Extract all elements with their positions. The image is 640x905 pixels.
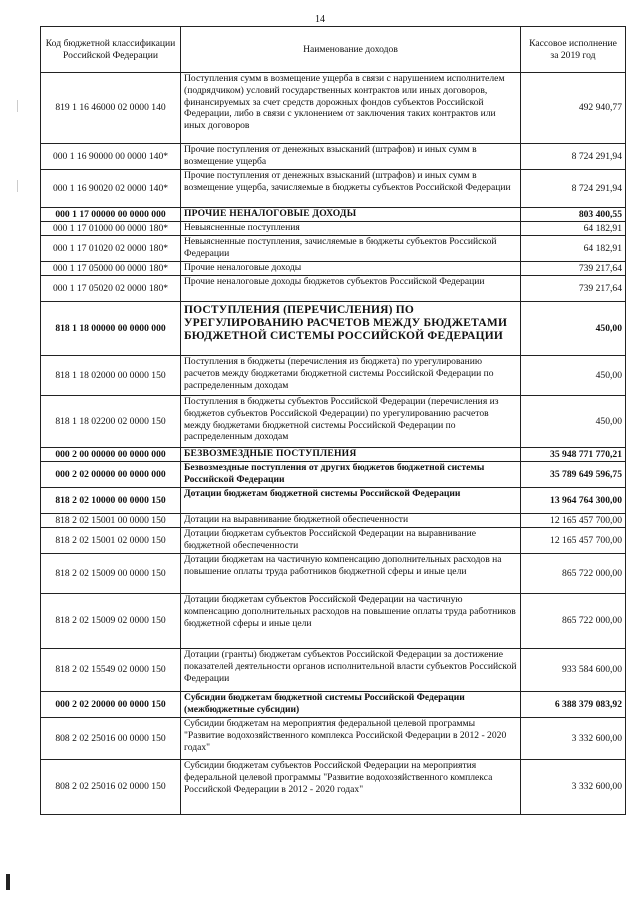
- row-code: 818 2 02 15549 02 0000 150: [41, 649, 181, 692]
- row-amount: 450,00: [521, 356, 626, 396]
- row-amount: 12 165 457 700,00: [521, 528, 626, 554]
- row-name: БЕЗВОЗМЕЗДНЫЕ ПОСТУПЛЕНИЯ: [181, 448, 521, 462]
- table-row: [41, 649, 626, 692]
- row-name: ПРОЧИЕ НЕНАЛОГОВЫЕ ДОХОДЫ: [181, 208, 521, 222]
- row-amount: 64 182,91: [521, 222, 626, 236]
- row-amount: 13 964 764 300,00: [521, 488, 626, 514]
- header-name: Наименование доходов: [181, 27, 521, 73]
- row-code: 000 2 02 20000 00 0000 150: [41, 692, 181, 718]
- scan-edge-mark: [6, 874, 10, 890]
- table-row: [41, 396, 626, 448]
- row-amount: 450,00: [521, 302, 626, 356]
- table-row-section: [41, 462, 626, 488]
- page-number: 14: [315, 14, 325, 25]
- table-row: [41, 236, 626, 262]
- table-row: [41, 594, 626, 649]
- table-header-row: [41, 27, 626, 73]
- table-row: [41, 170, 626, 208]
- row-amount: 865 722 000,00: [521, 594, 626, 649]
- row-name: Дотации (гранты) бюджетам субъектов Российской Федерации за достижение показателей деятельности органов исполнительной власти субъектов Российской Федерации: [181, 649, 521, 692]
- table-row: [41, 528, 626, 554]
- header-code: Код бюджетной классификации Российской Федерации: [41, 27, 181, 73]
- row-amount: 3 332 600,00: [521, 718, 626, 760]
- row-code: 818 2 02 15009 02 0000 150: [41, 594, 181, 649]
- row-code: 808 2 02 25016 00 0000 150: [41, 718, 181, 760]
- row-amount: 933 584 600,00: [521, 649, 626, 692]
- row-code: 818 2 02 15009 00 0000 150: [41, 554, 181, 594]
- table-row-section: [41, 448, 626, 462]
- row-name: Дотации на выравнивание бюджетной обеспеченности: [181, 514, 521, 528]
- row-code: 000 2 00 00000 00 0000 000: [41, 448, 181, 462]
- table-row: [41, 144, 626, 170]
- header-amount: Кассовое исполнение за 2019 год: [521, 27, 626, 73]
- row-code: 818 2 02 15001 00 0000 150: [41, 514, 181, 528]
- row-name: Безвозмездные поступления от других бюджетов бюджетной системы Российской Федерации: [181, 462, 521, 488]
- row-code: 000 1 17 00000 00 0000 000: [41, 208, 181, 222]
- row-code: 818 1 18 02200 02 0000 150: [41, 396, 181, 448]
- row-name: Субсидии бюджетам субъектов Российской Федерации на мероприятия федеральной целевой программы "Развитие водохозяйственного комплекса Российской Федерации в 2012 - 2020 годах": [181, 760, 521, 815]
- table-row: [41, 760, 626, 815]
- row-code: 808 2 02 25016 02 0000 150: [41, 760, 181, 815]
- row-code: 000 1 17 05020 02 0000 180*: [41, 276, 181, 302]
- row-amount: 35 948 771 770,21: [521, 448, 626, 462]
- row-code: 000 1 17 01000 00 0000 180*: [41, 222, 181, 236]
- row-name: Дотации бюджетам бюджетной системы Российской Федерации: [181, 488, 521, 514]
- row-name: Поступления сумм в возмещение ущерба в связи с нарушением исполнителем (подрядчиком) условий государственных контрактов или иных договоров, финансируемых за счет средств дорожных фондов субъектов Российской Федерации, либо в связи с уклонением от заключения таких контрактов или иных договоров: [181, 73, 521, 144]
- row-name: Поступления в бюджеты субъектов Российской Федерации (перечисления из бюджетов субъектов Российской Федерации) по урегулированию расчетов между бюджетами бюджетной системы Российской Федерации по распределенным доходам: [181, 396, 521, 448]
- row-name: ПОСТУПЛЕНИЯ (ПЕРЕЧИСЛЕНИЯ) ПО УРЕГУЛИРОВАНИЮ РАСЧЕТОВ МЕЖДУ БЮДЖЕТАМИ БЮДЖЕТНОЙ СИСТЕМЫ РОССИЙСКОЙ ФЕДЕРАЦИИ: [181, 302, 521, 356]
- table-row: [41, 276, 626, 302]
- table-row: [41, 73, 626, 144]
- row-code: 818 1 18 02000 00 0000 150: [41, 356, 181, 396]
- row-name: Дотации бюджетам на частичную компенсацию дополнительных расходов на повышение оплаты труда работников бюджетной сферы и иные цели: [181, 554, 521, 594]
- row-code: 000 1 16 90000 00 0000 140*: [41, 144, 181, 170]
- row-amount: 8 724 291,94: [521, 144, 626, 170]
- row-code: 818 1 18 00000 00 0000 000: [41, 302, 181, 356]
- row-amount: 492 940,77: [521, 73, 626, 144]
- row-name: Невыясненные поступления: [181, 222, 521, 236]
- table-row-section: [41, 488, 626, 514]
- row-name: Прочие поступления от денежных взысканий (штрафов) и иных сумм в возмещение ущерба: [181, 144, 521, 170]
- row-amount: 803 400,55: [521, 208, 626, 222]
- row-amount: 739 217,64: [521, 276, 626, 302]
- row-amount: 739 217,64: [521, 262, 626, 276]
- row-name: Дотации бюджетам субъектов Российской Федерации на выравнивание бюджетной обеспеченности: [181, 528, 521, 554]
- row-code: 000 1 17 01020 02 0000 180*: [41, 236, 181, 262]
- row-code: 000 2 02 00000 00 0000 000: [41, 462, 181, 488]
- row-name: Невыясненные поступления, зачисляемые в бюджеты субъектов Российской Федерации: [181, 236, 521, 262]
- table-row: [41, 262, 626, 276]
- table-row-section: [41, 692, 626, 718]
- row-name: Поступления в бюджеты (перечисления из бюджета) по урегулированию расчетов между бюджетами бюджетной системы Российской Федерации по распределенным доходам: [181, 356, 521, 396]
- row-name: Дотации бюджетам субъектов Российской Федерации на частичную компенсацию дополнительных расходов на повышение оплаты труда работников бюджетной сферы и иные цели: [181, 594, 521, 649]
- row-amount: 3 332 600,00: [521, 760, 626, 815]
- row-amount: 35 789 649 596,75: [521, 462, 626, 488]
- table-row: [41, 222, 626, 236]
- row-amount: 6 388 379 083,92: [521, 692, 626, 718]
- row-name: Субсидии бюджетам на мероприятия федеральной целевой программы "Развитие водохозяйственного комплекса Российской Федерации в 2012 - 2020 годах": [181, 718, 521, 760]
- row-amount: 64 182,91: [521, 236, 626, 262]
- row-amount: 8 724 291,94: [521, 170, 626, 208]
- row-amount: 865 722 000,00: [521, 554, 626, 594]
- row-amount: 12 165 457 700,00: [521, 514, 626, 528]
- revenue-table: [40, 26, 626, 815]
- table-row: [41, 718, 626, 760]
- table-row: [41, 356, 626, 396]
- row-code: 818 2 02 10000 00 0000 150: [41, 488, 181, 514]
- row-code: 819 1 16 46000 02 0000 140: [41, 73, 181, 144]
- row-name: Субсидии бюджетам бюджетной системы Российской Федерации (межбюджетные субсидии): [181, 692, 521, 718]
- row-name: Прочие неналоговые доходы: [181, 262, 521, 276]
- table-row-section: [41, 302, 626, 356]
- row-name: Прочие поступления от денежных взысканий (штрафов) и иных сумм в возмещение ущерба, зачисляемые в бюджеты субъектов Российской Федерации: [181, 170, 521, 208]
- row-code: 818 2 02 15001 02 0000 150: [41, 528, 181, 554]
- table-row: [41, 514, 626, 528]
- margin-tick: [17, 100, 18, 112]
- row-code: 000 1 17 05000 00 0000 180*: [41, 262, 181, 276]
- row-code: 000 1 16 90020 02 0000 140*: [41, 170, 181, 208]
- row-amount: 450,00: [521, 396, 626, 448]
- row-name: Прочие неналоговые доходы бюджетов субъектов Российской Федерации: [181, 276, 521, 302]
- table-row-section: [41, 208, 626, 222]
- margin-tick: [17, 180, 18, 192]
- table-row: [41, 554, 626, 594]
